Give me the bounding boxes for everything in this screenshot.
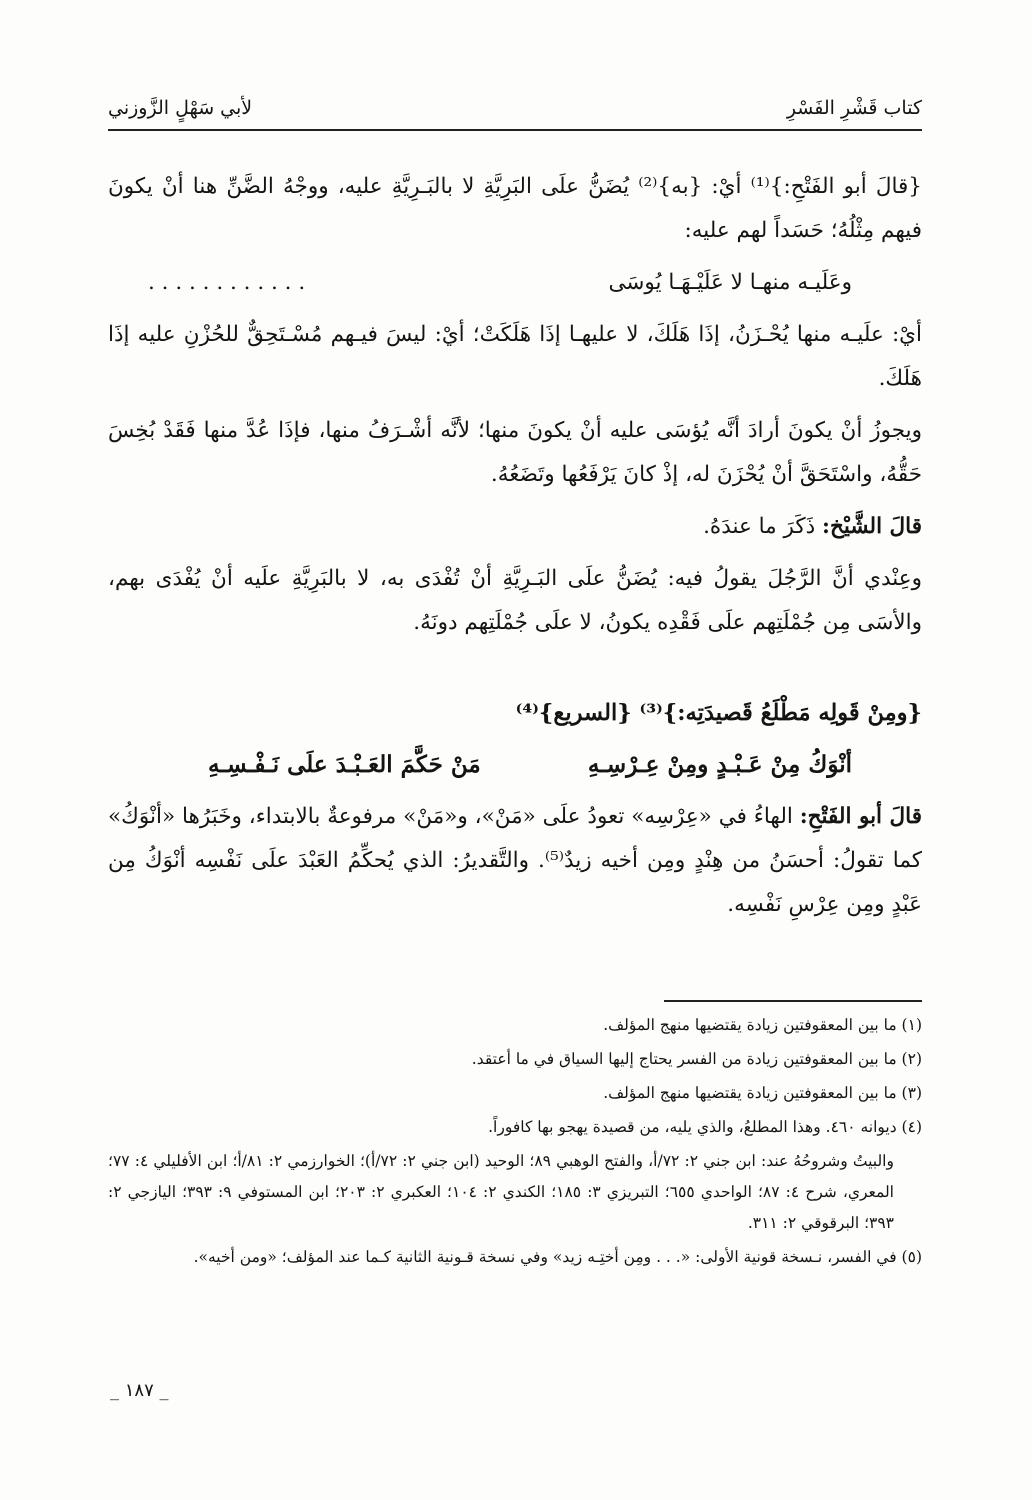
paragraph-6 (108, 795, 922, 927)
footnote-divider (664, 1000, 922, 1002)
verse-2-second-hemistich: مَنْ حَكَّمَ العَـبْـدَ علَى نَـفْـسِـهِ (208, 751, 481, 778)
paragraph-4 (108, 505, 922, 549)
section-title: {ومِنْ قَولِه مَطْلَعُ قَصيدَتِه:}⁽³⁾ {السريع}⁽⁴⁾ (515, 700, 922, 726)
footnote-1: (١) ما بين المعقوفتين زيادة يقتضيها منهج المؤلف. (603, 1016, 922, 1034)
footnote-4: (٤) ديوانه ٤٦٠. وهذا المطلعُ، والذي يليه، من قصيدة يهجو بها كافوراً. (488, 1118, 922, 1136)
paragraph-2: أيْ: علَيـه منها يُحْـزَنُ، إذَا هَلَكَ، لا عليهـا إذَا هَلَكَتْ؛ أيْ: ليسَ فيـهم مُسْـتَحِقٌّ للحُزْنِ عليه إذَا هَلَكَ. (108, 322, 922, 391)
speaker-label-abu-alfath: قالَ أبو الفَتْحِ: (799, 804, 922, 829)
verse-1 (108, 261, 922, 305)
paragraph-3: ويجوزُ أنْ يكونَ أرادَ أنَّه يُؤسَى عليه أنْ يكونَ منها؛ لأنَّه أشْـرَفُ منها، فإذَا عُدَّ منها فَقَدْ بُخِسَ حَقُّهُ، واسْتَحَقَّ أنْ يُحْزَنَ له، إذْ كانَ يَرْفَعُها وتَضَعُهُ. (108, 418, 922, 487)
verse-2-first-hemistich: أنْوَكُ مِنْ عَـبْـدٍ ومِنْ عِـرْسِـهِ (587, 751, 852, 778)
paragraph-5: وعِنْدي أنَّ الرَّجُلَ يقولُ فيه: يُضَنُّ علَى البَـرِيَّةِ أنْ تُفْدَى به، لا بالبَرِيَّةِ علَيه أنْ يُفْدَى بهم، والأسَى مِن جُمْلَتِهم علَى فَقْدِه يكونُ، لا علَى جُمْلَتِهم دونَهُ. (108, 566, 922, 635)
author-name: لأبي سَهْلٍ الزَّوزني (108, 97, 253, 119)
paragraph-4-text: ذَكَرَ ما عندَهُ. (703, 514, 816, 539)
page-number: _ ١٨٧ _ (110, 1380, 169, 1401)
book-title: كتاب قَشْرِ الفَسْرِ (786, 97, 922, 119)
footnotes (108, 1010, 922, 1276)
footnote-4-continuation: والبيتُ وشروحُهُ عند: ابن جني ٢: ٧٢/أ، والفتح الوهبي ٨٩؛ الوحيد (ابن جني ٢: ٧٢/أ)؛ الخوارزمي ٢: ٨١/أ؛ ابن الأفليلي ٤: ٧٧؛ المعري، شرح ٤: ٨٧؛ الواحدي ٦٥٥؛ التبريزي ٣: ١٨٥؛ الكندي ٢: ١٠٤؛ العكبري ٢: ٢٠٣؛ ابن المستوفي ٩: ٣٩٣؛ اليازجي ٢: ٣٩٣؛ البرقوقي ٢: ٣١١. (108, 1152, 894, 1232)
verse-1-first-hemistich: وعَلَيـه منهـا لا عَلَيْـهَـا يُوسَى (608, 270, 852, 295)
running-header (108, 95, 922, 131)
paragraph-6-text: الهاءُ في «عِرْسِه» تعودُ علَى «مَنْ»، و«مَنْ» مرفوعةٌ بالابتداء، وخَبَرُها «أنْوَكُ» كما تقولُ: أحسَنُ من هِنْدٍ ومِن أخيه زيدٌ⁽⁵⁾. والتَّقديرُ: الذي يُحكِّمُ العَبْدَ علَى نَفْسِه أنْوَكُ مِن عَبْدٍ ومِن عِرْسِ نَفْسِه. (108, 804, 922, 917)
main-text (108, 165, 922, 935)
footnote-5: (٥) في الفسر، نـسخة قونية الأولى: «. . . ومِن أختِـه زيد» وفي نسخة قـونية الثانية كـما عند المؤلف؛ «ومن أخيه». (193, 1248, 922, 1266)
speaker-label-sheikh: قالَ الشَّيْخ: (822, 514, 922, 539)
footnote-3: (٣) ما بين المعقوفتين زيادة يقتضيها منهج المؤلف. (603, 1084, 922, 1102)
verse-1-second-hemistich: . . . . . . . . . . . . (148, 270, 306, 295)
footnote-2: (٢) ما بين المعقوفتين زيادة من الفسر يحتاج إليها السياق في ما أعتقد. (471, 1050, 922, 1068)
paragraph-1: {قالَ أبو الفَتْحِ:}⁽¹⁾ أيْ: {به}⁽²⁾ يُضَنُّ علَى البَرِيَّةِ لا بالبَـرِيَّةِ عليه، ووجْهُ الضَّنِّ هنا أنْ يكونَ فيهم مِثْلُهُ؛ حَسَداً لهم عليه: (108, 174, 922, 243)
verse-2 (108, 743, 922, 787)
